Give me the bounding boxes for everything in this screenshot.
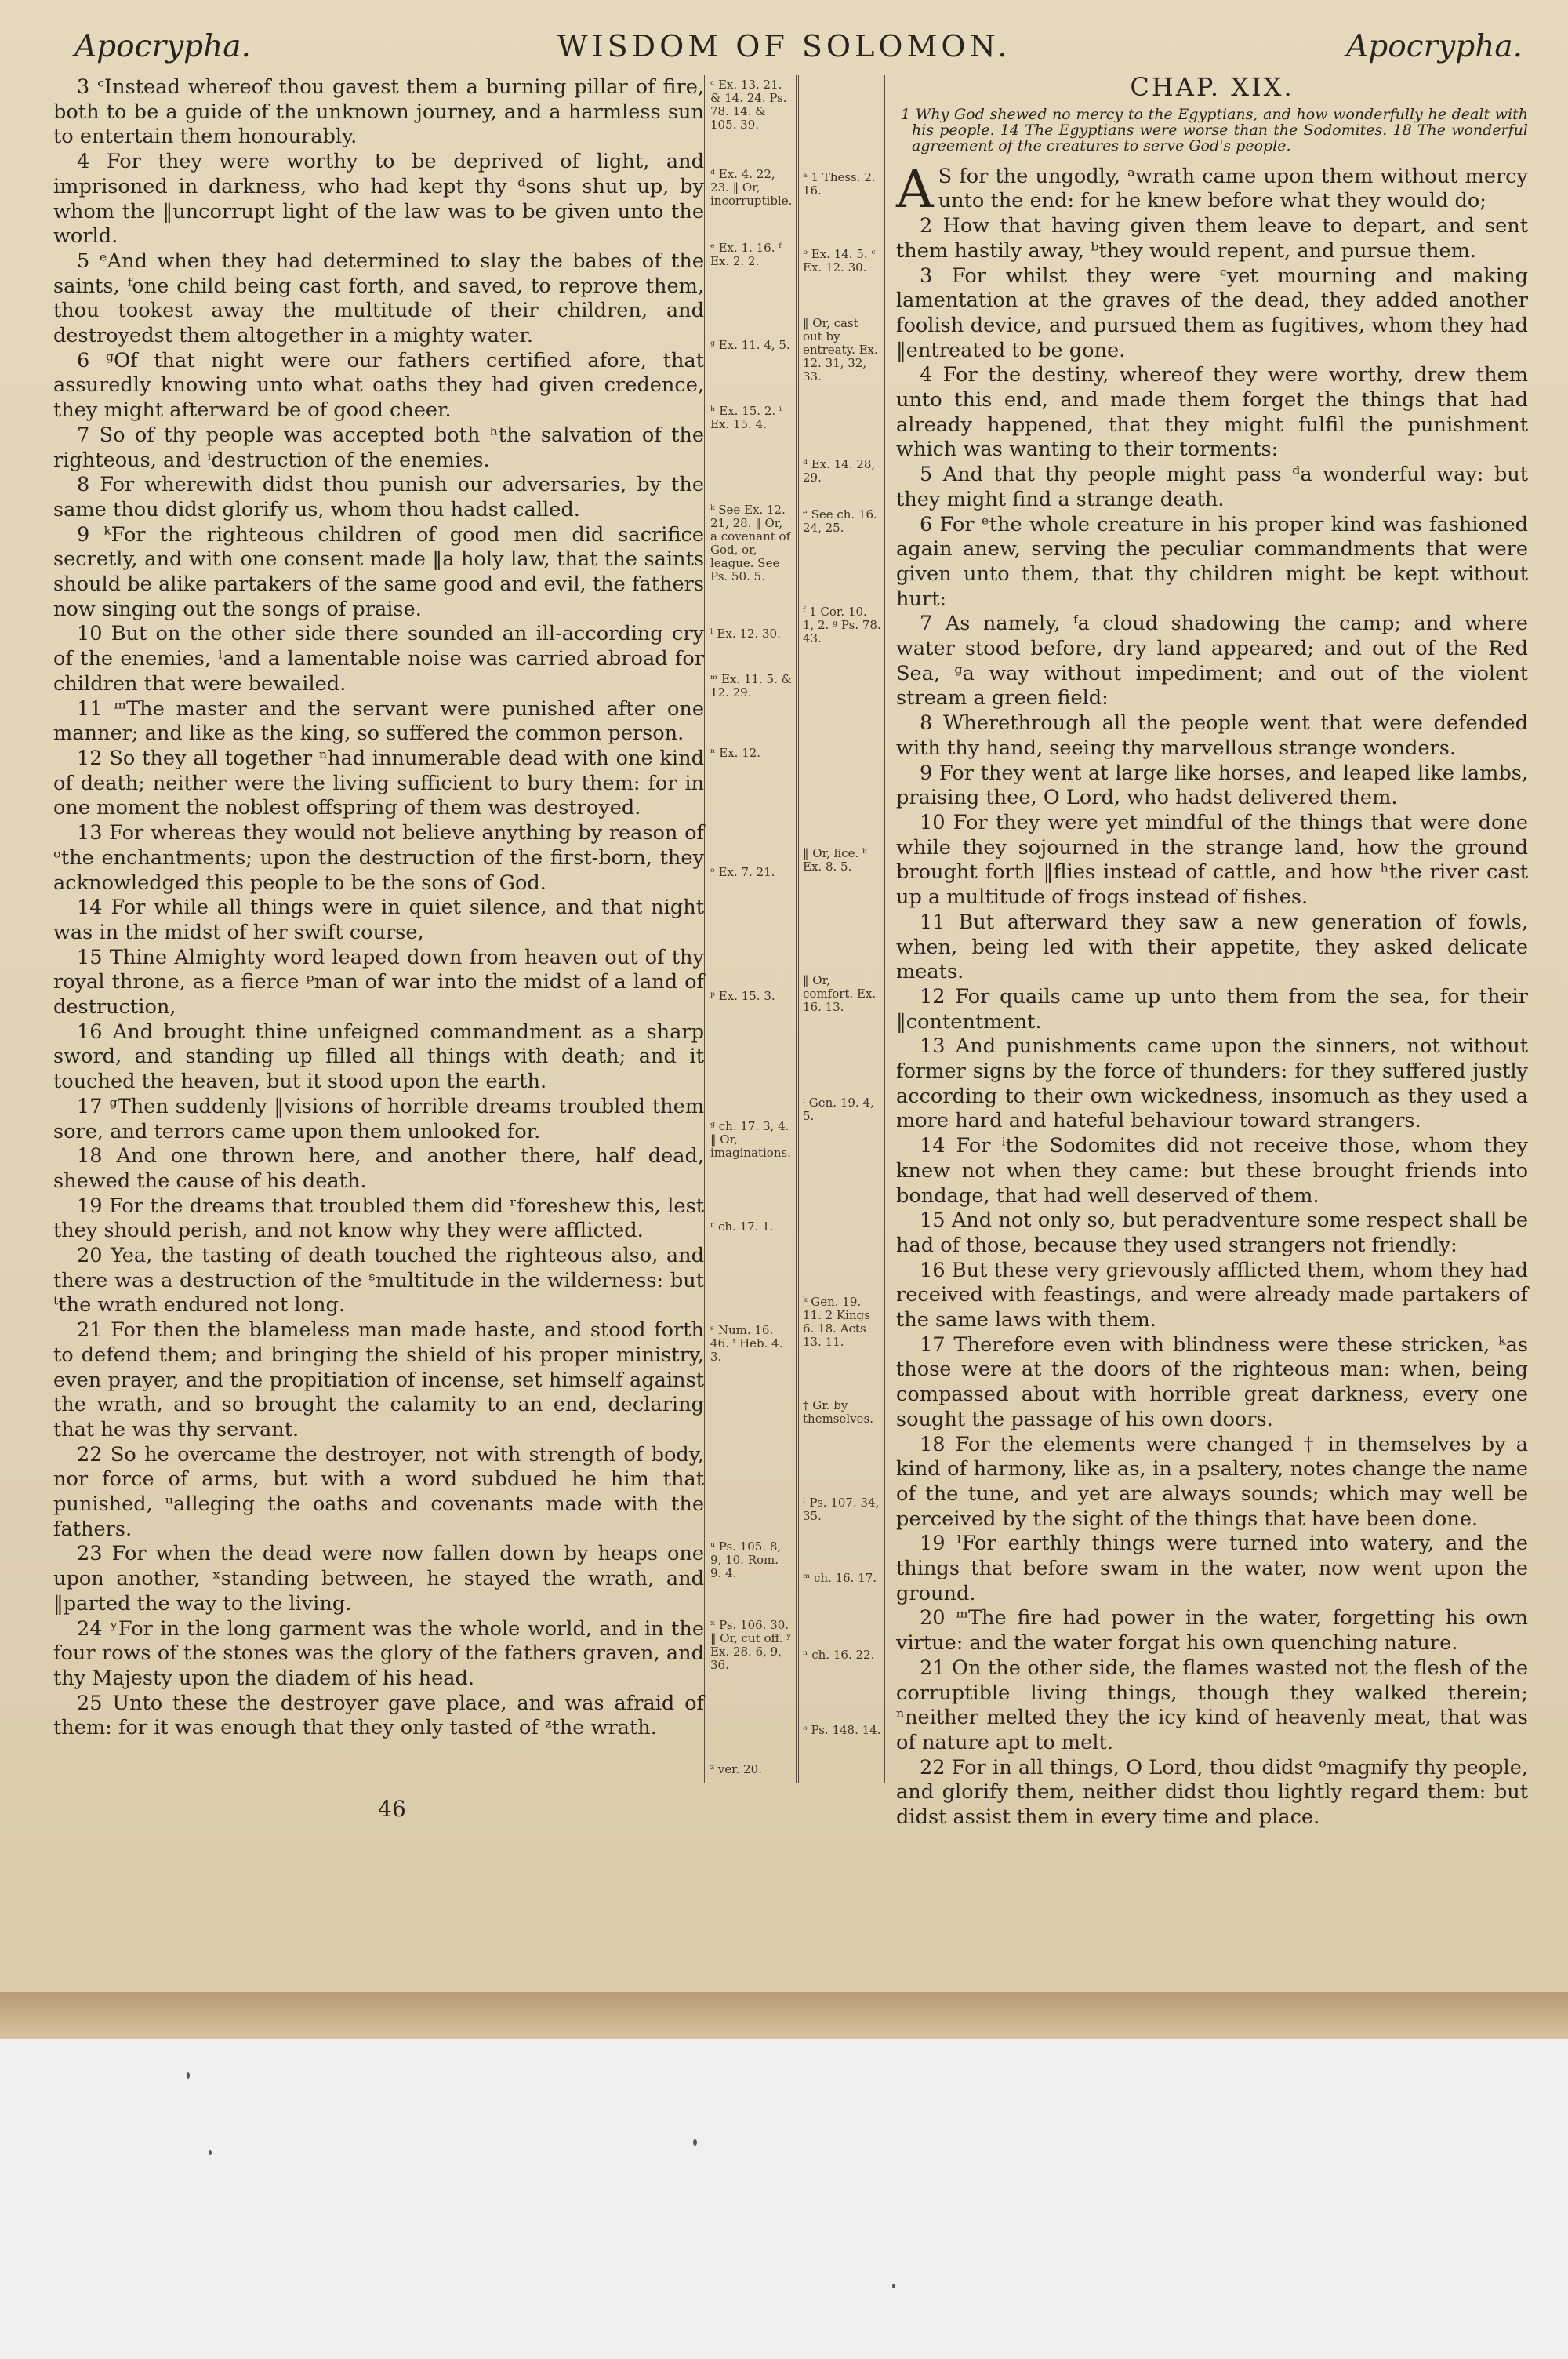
verse: 3 For whilst they were ᶜyet mourning and making lamentation at the graves of the dead, they added another foolish device, and pursued them as fugitives, whom they had ‖entreated to be gone. <box>896 264 1528 362</box>
margin-note: ˡ Ex. 12. 30. <box>710 627 781 641</box>
page-number: 46 <box>378 1796 406 1822</box>
verse: 5 ᵉAnd when they had determined to slay the babes of the saints, ᶠone child being cast forth, and saved, to reprove them, thou tookest away the multitude of their children, and destroyedst them altogether in a mighty water. <box>53 249 704 348</box>
right-column <box>896 72 1528 1830</box>
verse: 20 Yea, the tasting of death touched the righteous also, and there was a destruction of the ˢmultitude in the wilderness: but ᵗthe wrath endured not long. <box>53 1244 704 1318</box>
margin-note: ᵐ ch. 16. 17. <box>803 1571 877 1585</box>
margin-note: ᵃ 1 Thess. 2. 16. <box>803 170 876 198</box>
verse-text: S for the ungodly, ᵃwrath came upon them without mercy unto the end: for he knew before what they would do; <box>938 164 1528 213</box>
margin-note: ʳ ch. 17. 1. <box>710 1219 774 1234</box>
verse: 7 So of thy people was accepted both ʰthe salvation of the righteous, and ⁱdestruction of the enemies. <box>53 423 704 472</box>
speck <box>693 2139 697 2146</box>
verse: 20 ᵐThe fire had power in the water, forgetting his own virtue: and the water forgat his own quenching nature. <box>896 1606 1528 1656</box>
margin-note: ᶠ 1 Cor. 10. 1, 2. ᵍ Ps. 78. 43. <box>803 605 881 645</box>
verse: 4 For the destiny, whereof they were worthy, drew them unto this end, and made them forget the things that had already happened, that they might fulfil the punishment which was wanting to their torments: <box>896 363 1528 462</box>
margin-note: ‖ Or, cast out by entreaty. Ex. 12. 31, 32, 33. <box>803 316 878 383</box>
margin-note: ᵒ Ex. 7. 21. <box>710 865 775 879</box>
verse: 19 For the dreams that troubled them did ʳforeshew this, lest they should perish, and not know why they were afflicted. <box>53 1194 704 1243</box>
verse: 18 And one thrown here, and another there, half dead, shewed the cause of his death. <box>53 1144 704 1193</box>
margin-note: ‖ Or, lice. ʰ Ex. 8. 5. <box>803 846 868 874</box>
header-right: Apocrypha. <box>1346 29 1523 64</box>
verse: 7 As namely, ᶠa cloud shadowing the camp; and where water stood before, dry land appeared; and out of the Red Sea, ᵍa way without impediment; and out of the violent stream a green field: <box>896 612 1528 711</box>
column-rule <box>796 75 797 1783</box>
drop-cap: A <box>896 158 934 220</box>
margin-note: ᵈ Ex. 14. 28, 29. <box>803 457 876 485</box>
verse: 18 For the elements were changed † in themselves by a kind of harmony, like as, in a psaltery, notes change the name of the tune, and yet are always sounds; which may well be perceived by the sight of the things that have been done. <box>896 1432 1528 1531</box>
column-rule <box>704 75 705 1783</box>
verse: 10 For they were yet mindful of the things that were done while they sojourned in the strange land, how the ground brought forth ‖flies instead of cattle, and how ʰthe river cast up a multitude of frogs instead of fishes. <box>896 810 1528 910</box>
verse: 2 How that having given them leave to depart, and sent them hastily away, ᵇthey would repent, and pursue them. <box>896 214 1528 263</box>
verse: 6 For ᵉthe whole creature in his proper kind was fashioned again anew, serving the peculiar commandments that were given unto them, that thy children might be kept without hurt: <box>896 512 1528 611</box>
verse: 13 And punishments came upon the sinners, not without former signs by the force of thunders: for they suffered justly according to their own wickedness, insomuch as they used a more hard and hateful behaviour toward strangers. <box>896 1034 1528 1133</box>
column-rule <box>884 75 885 1783</box>
verse: 24 ʸFor in the long garment was the whole world, and in the four rows of the stones was the glory of the fathers graven, and thy Majesty upon the diadem of his head. <box>53 1616 704 1690</box>
verse: 12 For quails came up unto them from the sea, for their ‖contentment. <box>896 984 1528 1034</box>
margin-note: ˡ Ps. 107. 34, 35. <box>803 1496 880 1523</box>
margin-note: ‖ Or, comfort. Ex. 16. 13. <box>803 973 877 1014</box>
verse: 17 Therefore even with blindness were these stricken, ᵏas those were at the doors of the righteous man: when, being compassed about with horrible great darkness, every one sought the passage of his own doors. <box>896 1332 1528 1431</box>
verse: 25 Unto these the destroyer gave place, and was afraid of them: for it was enough that they only tasted of ᶻthe wrath. <box>53 1691 704 1740</box>
verse: 21 For then the blameless man made haste, and stood forth to defend them; and bringing the shield of his proper ministry, even prayer, and the propitiation of incense, set himself against the wrath, and so brought the calamity to an end, declaring that he was thy servant. <box>53 1318 704 1441</box>
verse: 22 So he overcame the destroyer, not with strength of body, nor force of arms, but with a word subdued he him that punished, ᵘalleging the oaths and covenants made with the fathers. <box>53 1442 704 1541</box>
margin-note: † Gr. by themselves. <box>803 1398 873 1426</box>
margin-note: ᵘ Ps. 105. 8, 9, 10. Rom. 9. 4. <box>710 1539 782 1580</box>
verse: 9 For they went at large like horses, and leaped like lambs, praising thee, O Lord, who hadst delivered them. <box>896 761 1528 810</box>
margin-note: ˣ Ps. 106. 30. ‖ Or, cut off. ʸ Ex. 28. 6, 9, 36. <box>710 1618 792 1672</box>
margin-note: ᶜ Ex. 13. 21. & 14. 24. Ps. 78. 14. & 105. 39. <box>710 78 787 132</box>
page-edge <box>0 1992 1568 2039</box>
margin-note: ᵇ Ex. 14. 5. ᶜ Ex. 12. 30. <box>803 247 876 274</box>
chapter-summary: 1 Why God shewed no mercy to the Egyptians, and how wonderfully he dealt with his people. 14 The Egyptians were worse than the Sodomites. 18 The wonderful agreement of the creatures to serve God's people. <box>901 105 1528 154</box>
verse: 15 And not only so, but peradventure some respect shall be had of those, because they used strangers not friendly: <box>896 1209 1528 1257</box>
speck <box>187 2072 190 2079</box>
margin-note: ᵍ Ex. 11. 4, 5. <box>710 338 790 352</box>
margin-note: ᵈ Ex. 4. 22, 23. ‖ Or, incorruptible. <box>710 167 793 208</box>
margin-note: ᵍ ch. 17. 3, 4. ‖ Or, imaginations. <box>710 1119 791 1160</box>
verse: 9 ᵏFor the righteous children of good men did sacrifice secretly, and with one consent made ‖a holy law, that the saints should be alike partakers of the same good and evil, the fathers now singing out the songs of praise. <box>53 522 704 621</box>
verse: 12 So they all together ⁿhad innumerable dead with one kind of death; neither were the living sufficient to bury them: for in one moment the noblest offspring of them was destroyed. <box>53 746 704 820</box>
verse: 14 For while all things were in quiet silence, and that night was in the midst of her swift course, <box>53 896 704 944</box>
margin-note: ᶻ ver. 20. <box>710 1762 762 1776</box>
verse: 11 But afterward they saw a new generation of fowls, when, being led with their appetite, they asked delicate meats. <box>896 910 1528 984</box>
verse: 13 For whereas they would not believe anything by reason of ᵒthe enchantments; upon the destruction of the first-born, they acknowledged this people to be the sons of God. <box>53 821 704 895</box>
verse: 5 And that thy people might pass ᵈa wonderful way: but they might find a strange death. <box>896 463 1528 511</box>
verse: 16 But these very grievously afflicted them, whom they had received with feastings, and were already made partakers of the same laws with them. <box>896 1258 1528 1332</box>
speck <box>892 2284 895 2288</box>
margin-note: ᵉ See ch. 16. 24, 25. <box>803 507 877 535</box>
margin-note: ˢ Num. 16. 46. ᵗ Heb. 4. 3. <box>710 1323 783 1364</box>
margin-note: ⁿ Ex. 12. <box>710 746 761 760</box>
verse: 14 For ⁱthe Sodomites did not receive those, whom they knew not when they came: but these brought friends into bondage, that had well deserved of them. <box>896 1134 1528 1208</box>
left-column <box>53 75 704 1741</box>
verse: 10 But on the other side there sounded an ill-according cry of the enemies, ˡand a lamentable noise was carried abroad for children that were bewailed. <box>53 622 704 696</box>
verse: 4 For they were worthy to be deprived of light, and imprisoned in darkness, who had kept thy ᵈsons shut up, by whom the ‖uncorrupt light of the law was to be given unto the world. <box>53 150 704 249</box>
verse: 3 ᶜInstead whereof thou gavest them a burning pillar of fire, both to be a guide of the unknown journey, and a harmless sun to entertain them honourably. <box>53 75 704 149</box>
speck <box>209 2150 212 2155</box>
margin-note: ⁱ Gen. 19. 4, 5. <box>803 1096 874 1123</box>
margin-note: ᵒ Ps. 148. 14. <box>803 1723 881 1737</box>
verse: 22 For in all things, O Lord, thou didst ᵒmagnify thy people, and glorify them, neither didst thou lightly regard them: but didst assist them in every time and place. <box>896 1755 1528 1830</box>
margin-note: ᵏ Gen. 19. 11. 2 Kings 6. 18. Acts 13. 11. <box>803 1295 870 1349</box>
margin-note: ᵏ See Ex. 12. 21, 28. ‖ Or, a covenant of God, or, league. See Ps. 50. 5. <box>710 503 791 583</box>
verse: 6 ᵍOf that night were our fathers certified afore, that assuredly knowing unto what oaths they had given credence, they might afterward be of good cheer. <box>53 348 704 423</box>
verse: 8 For wherewith didst thou punish our adversaries, by the same thou didst glorify us, whom thou hadst called. <box>53 473 704 522</box>
verse: 11 ᵐThe master and the servant were punished after one manner; and like as the king, so suffered the common person. <box>53 696 704 746</box>
verse: 19 ˡFor earthly things were turned into watery, and the things that before swam in the water, now went upon the ground. <box>896 1532 1528 1605</box>
background-surface <box>0 2039 1568 2359</box>
margin-note: ʰ Ex. 15. 2. ⁱ Ex. 15. 4. <box>710 404 782 431</box>
verse: 23 For when the dead were now fallen down by heaps one upon another, ˣstanding between, he stayed the wrath, and ‖parted the way to the living. <box>53 1542 704 1616</box>
header-left: Apocrypha. <box>74 29 251 64</box>
chapter-heading: CHAP. XIX. <box>1130 72 1294 102</box>
column-rule <box>798 75 799 1783</box>
verse <box>896 158 1528 220</box>
margin-note: ᵖ Ex. 15. 3. <box>710 989 775 1003</box>
verse: 15 Thine Almighty word leaped down from heaven out of thy royal throne, as a fierce ᵖman of war into the midst of a land of destruction, <box>53 945 704 1020</box>
header-title: WISDOM OF SOLOMON. <box>557 29 1011 64</box>
verse: 16 And brought thine unfeigned commandment as a sharp sword, and standing up filled all things with death; and it touched the heaven, but it stood upon the earth. <box>53 1020 704 1094</box>
verse: 21 On the other side, the flames wasted not the flesh of the corruptible living things, though they walked therein; ⁿneither melted they the icy kind of heavenly meat, that was of nature apt to melt. <box>896 1656 1528 1754</box>
verse: 8 Wherethrough all the people went that were defended with thy hand, seeing thy marvellous strange wonders. <box>896 711 1528 760</box>
verse: 17 ᵍThen suddenly ‖visions of horrible dreams troubled them sore, and terrors came upon them unlooked for. <box>53 1094 704 1143</box>
margin-note: ᵉ Ex. 1. 16. ᶠ Ex. 2. 2. <box>710 241 782 268</box>
margin-note: ⁿ ch. 16. 22. <box>803 1648 875 1662</box>
margin-note: ᵐ Ex. 11. 5. & 12. 29. <box>710 672 792 700</box>
